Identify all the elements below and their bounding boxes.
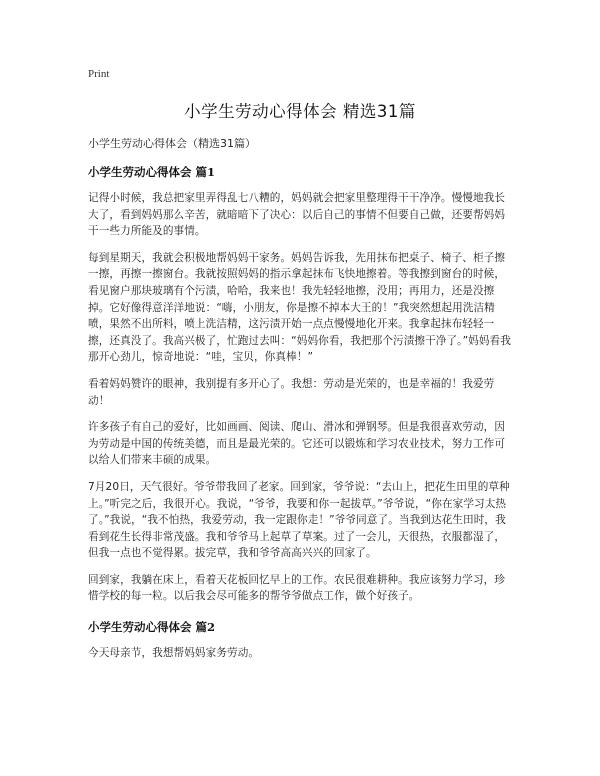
paragraph: 看着妈妈赞许的眼神，我别提有多开心了。我想：劳动是光荣的，也是幸福的！我爱劳动！: [88, 377, 495, 407]
print-link[interactable]: Print: [88, 68, 110, 80]
section-heading: 小学生劳动心得体会 篇1: [88, 165, 216, 179]
section-1: [88, 164, 512, 605]
paragraph: 许多孩子有自己的爱好，比如画画、阅读、爬山、滑冰和弹钢琴。但是我很喜欢劳动，因为劳动是中国的传统美德，而且是最光荣的。它还可以锻炼和学习农业技术，努力工作可以给人们带来丰硕的成果。: [88, 421, 506, 467]
section-2: [88, 619, 512, 662]
document-subtitle: 小学生劳动心得体会（精选31篇）: [88, 137, 256, 150]
paragraph: 7月20日，天气很好。爷爷带我回了老家。回到家，爷爷说：“去山上，把花生田里的草种上。”听完之后，我很开心。我说，“爷爷，我要和你一起拔草。”爷爷说，“你在家学习太热了。”我说，“我不怕热，我爱劳动，我一定跟你走！”爷爷同意了。当我到达花生田时，我看到花生长得非常茂盛。我和爷爷马上起草了草案。过了一会儿，天很热，衣服都湿了，但我一点也不觉得累。拔完草，我和爷爷高高兴兴的回家了。: [88, 480, 510, 560]
paragraph: 记得小时候，我总把家里弄得乱七八糟的，妈妈就会把家里整理得干干净净。慢慢地我长大了，看到妈妈那么辛苦，就暗暗下了决心：以后自己的事情不但要自己做，还要帮妈妈干一些力所能及的事情。: [88, 192, 506, 238]
section-heading: 小学生劳动心得体会 篇2: [88, 620, 216, 635]
document-title: 小学生劳动心得体会 精选31篇: [184, 102, 416, 121]
paragraph: 今天母亲节，我想帮妈妈家务劳动。: [88, 647, 260, 660]
paragraph: 回到家，我躺在床上，看着天花板回忆早上的工作。农民很难耕种。我应该努力学习，珍惜学校的每一粒。以后我会尽可能多的帮爷爷做点工作，做个好孩子。: [88, 573, 506, 603]
paragraph: 每到星期天，我就会积极地帮妈妈干家务。妈妈告诉我，先用抹布把桌子、椅子、柜子擦一擦，再擦一擦窗台。我就按照妈妈的指示拿起抹布飞快地擦着。等我擦到窗台的时候，看见窗户那块玻璃有个污渍，哈哈，我来也！我先轻轻地擦，没用；再用力，还是没擦掉。它好像得意洋洋地说：“嗨，小朋友，你是擦不掉本大王的！”我突然想起用洗洁精喷，果然不出所料，喷上洗洁精，这污渍开始一点点慢慢地化开来。我拿起抹布轻轻一擦，还真没了。我高兴极了，忙跑过去叫：“妈妈你看，我把那个污渍擦干净了。”妈妈看我那开心劲儿，惊奇地说：“哇，宝贝，你真棒！”: [88, 251, 511, 364]
